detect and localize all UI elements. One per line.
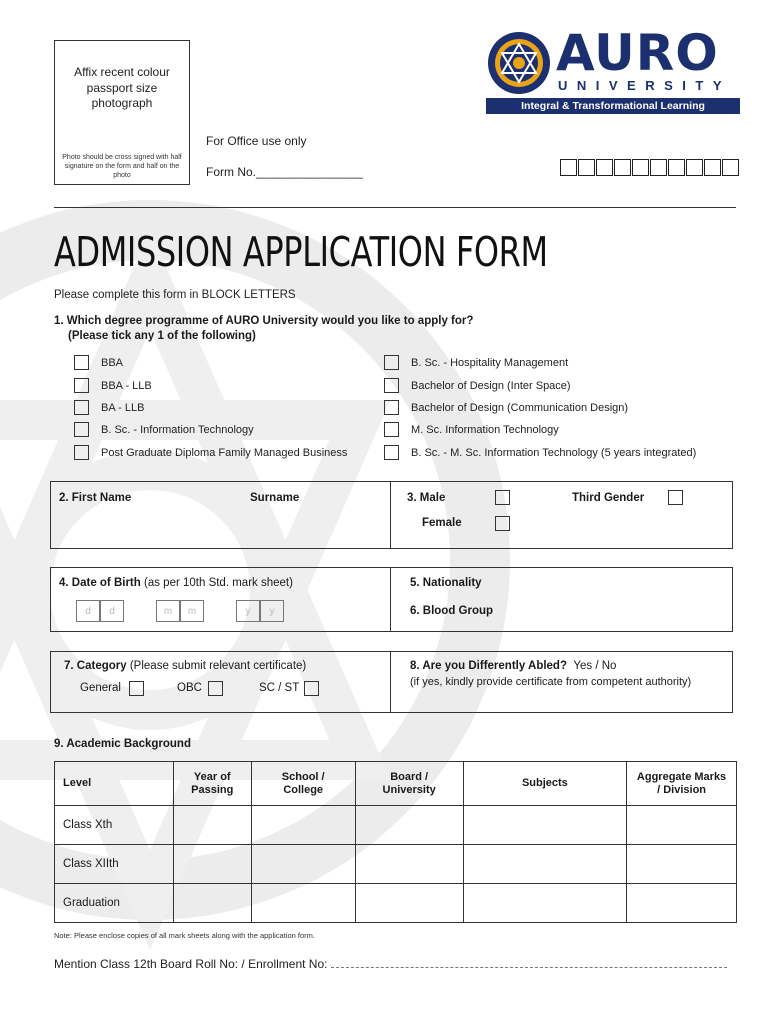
cell[interactable] — [627, 845, 737, 884]
table-row — [55, 884, 737, 923]
digit-box[interactable] — [686, 159, 703, 176]
cell[interactable] — [251, 806, 355, 845]
digit-box[interactable] — [560, 159, 577, 176]
enclosure-note: Note: Please enclose copies of all mark sheets along with the application form. — [54, 931, 315, 940]
option-msc-it[interactable]: M. Sc. Information Technology — [384, 422, 559, 437]
category-label: 7. Category (Please submit relevant certificate) — [64, 660, 307, 672]
disability-note: (if yes, kindly provide certificate from competent authority) — [410, 676, 692, 688]
cell[interactable] — [173, 806, 251, 845]
cell[interactable] — [251, 884, 355, 923]
photo-instruction: Affix recent colour passport size photograph — [74, 65, 170, 110]
cell[interactable] — [355, 845, 463, 884]
option-bsc-hospitality[interactable]: B. Sc. - Hospitality Management — [384, 355, 568, 370]
third-gender-label: Third Gender — [572, 492, 645, 504]
roll-number-field[interactable] — [331, 958, 727, 968]
form-number-field[interactable]: Form No.________________ — [206, 165, 363, 179]
cell[interactable] — [251, 845, 355, 884]
header-subjects: Subjects — [463, 762, 627, 806]
cell[interactable] — [627, 884, 737, 923]
question-1 — [54, 314, 473, 344]
checkbox[interactable] — [384, 355, 399, 370]
option-ba-llb[interactable]: BA - LLB — [74, 400, 144, 415]
nationality-label: 5. Nationality — [410, 577, 482, 589]
logo-tagline: Integral & Transformational Learning — [486, 98, 740, 114]
male-checkbox[interactable] — [495, 490, 510, 505]
checkbox[interactable] — [384, 378, 399, 393]
cell[interactable] — [463, 884, 627, 923]
option-pgd-fmb[interactable]: Post Graduate Diploma Family Managed Business — [74, 445, 347, 460]
checkbox[interactable] — [74, 378, 89, 393]
obc-label: OBC — [177, 682, 202, 694]
general-label: General — [80, 682, 121, 694]
cell[interactable] — [463, 806, 627, 845]
digit-box[interactable] — [722, 159, 739, 176]
surname-label: Surname — [250, 492, 300, 504]
checkbox[interactable] — [384, 400, 399, 415]
checkbox[interactable] — [384, 422, 399, 437]
checkbox[interactable] — [384, 445, 399, 460]
first-name-label: 2. First Name — [59, 492, 132, 504]
option-bsc-msc-it[interactable]: B. Sc. - M. Sc. Information Technology (5 years integrated) — [384, 445, 696, 460]
checkbox[interactable] — [74, 422, 89, 437]
cell[interactable] — [355, 884, 463, 923]
header-divider — [54, 207, 736, 208]
logo-sub: UNIVERSITY — [558, 78, 732, 93]
auro-logo — [486, 24, 740, 116]
academic-table — [54, 761, 737, 923]
academic-label: 9. Academic Background — [54, 738, 191, 750]
header-board: Board / University — [355, 762, 463, 806]
header-school: School / College — [251, 762, 355, 806]
dob-day[interactable]: d d — [76, 600, 124, 622]
question-1-hint: (Please tick any 1 of the following) — [68, 330, 256, 342]
obc-checkbox[interactable] — [208, 681, 223, 696]
logo-name: AURO — [556, 24, 719, 82]
blood-group-label: 6. Blood Group — [410, 605, 494, 617]
digit-box[interactable] — [578, 159, 595, 176]
header-level: Level — [55, 762, 174, 806]
general-checkbox[interactable] — [129, 681, 144, 696]
female-label: Female — [422, 517, 462, 529]
digit-box[interactable] — [704, 159, 721, 176]
female-checkbox[interactable] — [495, 516, 510, 531]
digit-box[interactable] — [668, 159, 685, 176]
header-year: Year of Passing — [173, 762, 251, 806]
office-use-label: For Office use only — [206, 134, 307, 148]
scst-label: SC / ST — [259, 682, 300, 694]
table-row — [55, 845, 737, 884]
digit-box[interactable] — [632, 159, 649, 176]
dob-month[interactable]: m m — [156, 600, 204, 622]
option-bba[interactable]: BBA — [74, 355, 123, 370]
scst-checkbox[interactable] — [304, 681, 319, 696]
cell[interactable] — [355, 806, 463, 845]
checkbox[interactable] — [74, 355, 89, 370]
option-bsc-it[interactable]: B. Sc. - Information Technology — [74, 422, 254, 437]
checkbox[interactable] — [74, 445, 89, 460]
mandala-icon — [486, 30, 552, 96]
dob-label: 4. Date of Birth (as per 10th Std. mark sheet) — [59, 577, 293, 589]
cell[interactable] — [173, 884, 251, 923]
digit-box[interactable] — [614, 159, 631, 176]
header-aggregate: Aggregate Marks / Division — [627, 762, 737, 806]
digit-box[interactable] — [596, 159, 613, 176]
male-label: 3. Male — [407, 492, 446, 504]
table-header-row — [55, 762, 737, 806]
digit-box[interactable] — [650, 159, 667, 176]
question-1-text: 1. Which degree programme of AURO University would you like to apply for? — [54, 315, 474, 327]
option-bdes-communication[interactable]: Bachelor of Design (Communication Design) — [384, 400, 628, 415]
dob-year[interactable]: y y — [236, 600, 284, 622]
row-level: Class XIIth — [55, 845, 174, 884]
form-number-boxes[interactable] — [560, 159, 739, 176]
row-level: Graduation — [55, 884, 174, 923]
disability-label: 8. Are you Differently Abled? Yes / No — [410, 660, 617, 672]
option-bdes-interspace[interactable]: Bachelor of Design (Inter Space) — [384, 378, 571, 393]
photo-box[interactable] — [54, 40, 190, 185]
row-level: Class Xth — [55, 806, 174, 845]
roll-number-line[interactable] — [54, 957, 727, 971]
cell[interactable] — [627, 806, 737, 845]
cell[interactable] — [173, 845, 251, 884]
photo-signature-note: Photo should be cross signed with half signature on the form and half on the photo — [62, 154, 182, 179]
roll-number-label: Mention Class 12th Board Roll No: / Enrollment No: — [54, 957, 328, 971]
intro-text: Please complete this form in BLOCK LETTERS — [54, 289, 296, 301]
table-row — [55, 806, 737, 845]
page-title: ADMISSION APPLICATION FORM — [54, 228, 548, 276]
option-bba-llb[interactable]: BBA - LLB — [74, 378, 152, 393]
third-gender-checkbox[interactable] — [668, 490, 683, 505]
cell[interactable] — [463, 845, 627, 884]
checkbox[interactable] — [74, 400, 89, 415]
